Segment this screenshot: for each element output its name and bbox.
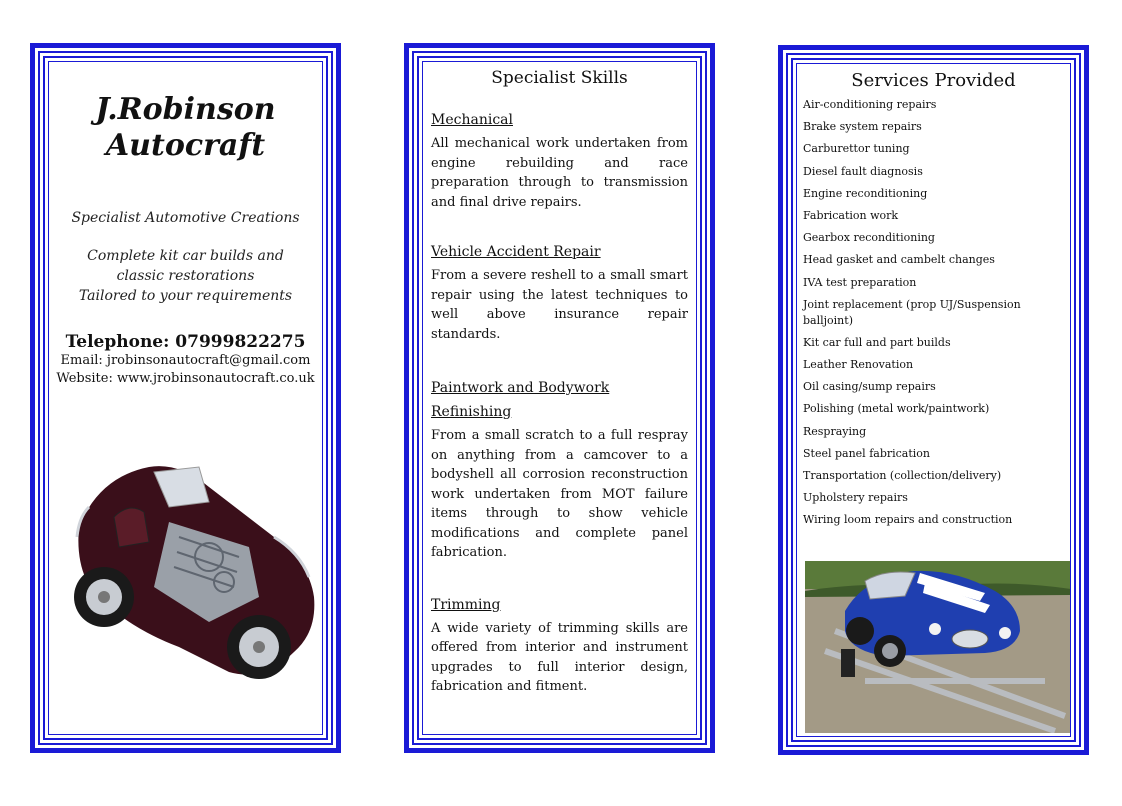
service-item: Gearbox reconditioning: [803, 231, 935, 245]
telephone: Telephone: 07999822275: [65, 332, 306, 352]
tagline: Specialist Automotive Creations: [71, 210, 300, 226]
service-item: Brake system repairs: [803, 120, 922, 134]
email: Email: jrobinsonautocraft@gmail.com: [60, 353, 311, 368]
service-item: Upholstery repairs: [803, 491, 908, 505]
service-item: Steel panel fabrication: [803, 446, 931, 460]
business-name: [49, 92, 322, 164]
service-item: Joint replacement (prop UJ/Suspension balljoint): [803, 297, 1021, 327]
skills-title: Specialist Skills: [491, 68, 628, 88]
service-item: Head gasket and cambelt changes: [803, 253, 995, 267]
section-heading-trimming: Trimming: [431, 596, 501, 613]
wheel-front: [227, 615, 291, 679]
service-item: Carburettor tuning: [803, 142, 910, 156]
section-text-paintwork: From a small scratch to a full respray on anything from a camcover to a bodyshell all corrosion reconstruction work undertaken from MOT failure items through to show vehicle modifications and complete panel fabrication.: [431, 428, 688, 560]
services-title: Services Provided: [851, 70, 1016, 91]
section-text-accident-repair: From a severe reshell to a small smart repair using the latest techniques to well above insurance repair standards.: [431, 268, 688, 342]
panel-front-content: [48, 61, 323, 735]
section-heading-accident-repair: Vehicle Accident Repair: [431, 244, 601, 260]
service-item: Diesel fault diagnosis: [803, 164, 923, 178]
car-on-trailer-photo: [805, 561, 1071, 733]
service-item: Transportation (collection/delivery): [803, 469, 1002, 482]
panel-front-cover: [30, 43, 341, 753]
description-line2: Tailored to your requirements: [78, 288, 293, 304]
service-item: IVA test preparation: [803, 275, 917, 289]
section-subheading-refinishing: Refinishing: [431, 404, 512, 420]
services-list: [797, 97, 1070, 528]
website: Website: www.jrobinsonautocraft.co.uk: [56, 371, 315, 386]
service-item: Kit car full and part builds: [803, 335, 951, 349]
business-name-line1: J.Robinson: [95, 92, 276, 127]
service-item: Polishing (metal work/paintwork): [803, 402, 990, 416]
business-name-line2: Autocraft: [105, 128, 266, 163]
panel-skills-content: [422, 61, 697, 735]
section-text-trimming: A wide variety of trimming skills are offered from interior and instrument upgrades to full interior design, fabrication and fitment.: [431, 620, 688, 694]
panel-services-content: [796, 63, 1071, 737]
panel-specialist-skills: [404, 43, 715, 753]
service-item: Engine reconditioning: [803, 186, 928, 200]
service-item: Air-conditioning repairs: [803, 98, 937, 111]
service-item: Respraying: [803, 424, 867, 438]
service-item: Oil casing/sump repairs: [803, 380, 936, 394]
service-item: Wiring loom repairs and construction: [803, 513, 1013, 527]
wheel-rear: [74, 567, 134, 627]
panel-services-provided: [778, 45, 1089, 755]
section-text-mechanical: All mechanical work undertaken from engine rebuilding and race preparation through to transmission and final drive repairs.: [431, 136, 688, 210]
section-heading-mechanical: Mechanical: [431, 112, 513, 128]
service-item: Leather Renovation: [803, 358, 914, 372]
service-item: Fabrication work: [803, 208, 899, 222]
description-line1: Complete kit car builds and classic restorations: [87, 248, 284, 284]
section-heading-paintwork: Paintwork and Bodywork: [431, 380, 610, 396]
cutaway-car-illustration: [59, 447, 321, 697]
